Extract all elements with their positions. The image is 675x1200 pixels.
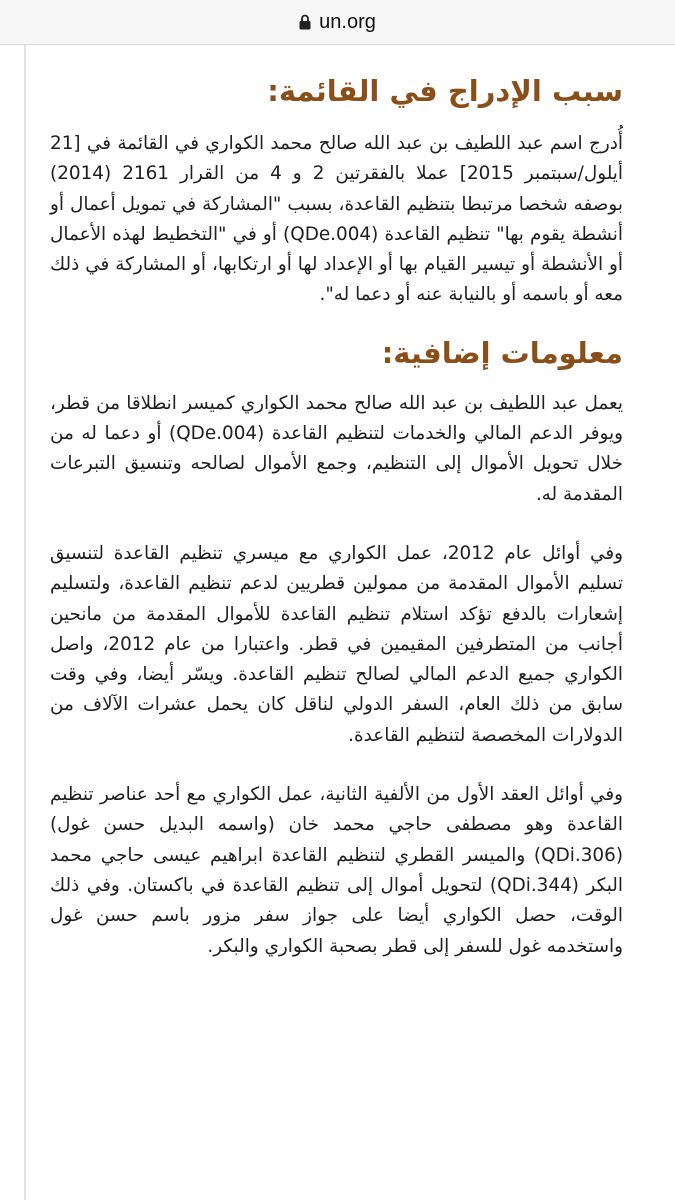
reason-heading: سبب الإدراج في القائمة: <box>267 74 623 108</box>
info-paragraph: وفي أوائل العقد الأول من الألفية الثانية، عمل الكواري مع أحد عناصر تنظيم القاعدة وهو مصطفى حاجي محمد خان (واسمه البديل حسن غول) (QDi.306) والميسر القطري لتنظيم القاعدة ابراهيم عيسى حاجي محمد البكر (QDi.344) لتحويل أموال إلى تنظيم القاعدة في باكستان. وفي ذلك الوقت، حصل الكواري أيضا على جواز سفر مزور باسم حسن غول واستخدمه غول للسفر إلى قطر بصحبة الكواري والبكر. <box>50 784 623 957</box>
info-paragraph: يعمل عبد اللطيف بن عبد الله صالح محمد الكواري كميسر انطلاقا من قطر، ويوفر الدعم المالي والخدمات لتنظيم القاعدة (QDe.004) أو دعما له من خلال تحويل الأموال إلى التنظيم، وجمع الأموال لصالحه وتنسيق التبرعات المقدمة له. <box>50 392 623 505</box>
lock-icon <box>299 13 311 29</box>
info-paragraph: وفي أوائل عام 2012، عمل الكواري مع ميسري تنظيم القاعدة لتنسيق تسليم الأموال المقدمة من ممولين قطريين لدعم تنظيم القاعدة، ولتسليم إشعارات بالدفع تؤكد استلام تنظيم القاعدة للأموال المقدمة من مانحين أجانب من المتطرفين المقيمين في قطر. واعتبارا من عام 2012، واصل الكواري جميع الدعم المالي لصالح تنظيم القاعدة. ويسّر أيضا، وفي وقت سابق من ذلك العام، السفر الدولي لناقل كان يحمل عشرات الآلاف من الدولارات المخصصة لتنظيم القاعدة. <box>50 542 623 746</box>
additional-info-heading: معلومات إضافية: <box>381 335 623 370</box>
additional-info-section <box>50 333 623 962</box>
page-content <box>0 45 675 1200</box>
browser-url-bar[interactable] <box>0 0 675 45</box>
reason-paragraph: أُدرج اسم عبد اللطيف بن عبد الله صالح محمد الكواري في القائمة في [21 أيلول/سبتمبر 2015] عملا بالفقرتين 2 و 4 من القرار 2161 (2014) بوصفه شخصا مرتبطا بتنظيم القاعدة، بسبب "المشاركة في تمويل أعمال أو أنشطة يقوم بها" تنظيم القاعدة (QDe.004) أو في "التخطيط لهذه الأعمال أو الأنشطة أو تيسير القيام بها أو الإعداد لها أو ارتكابها، أو المشاركة في ذلك معه أو باسمه أو بالنيابة عنه أو دعما له". <box>50 133 624 306</box>
url-domain: un.org <box>319 10 376 33</box>
reason-section <box>50 71 623 311</box>
